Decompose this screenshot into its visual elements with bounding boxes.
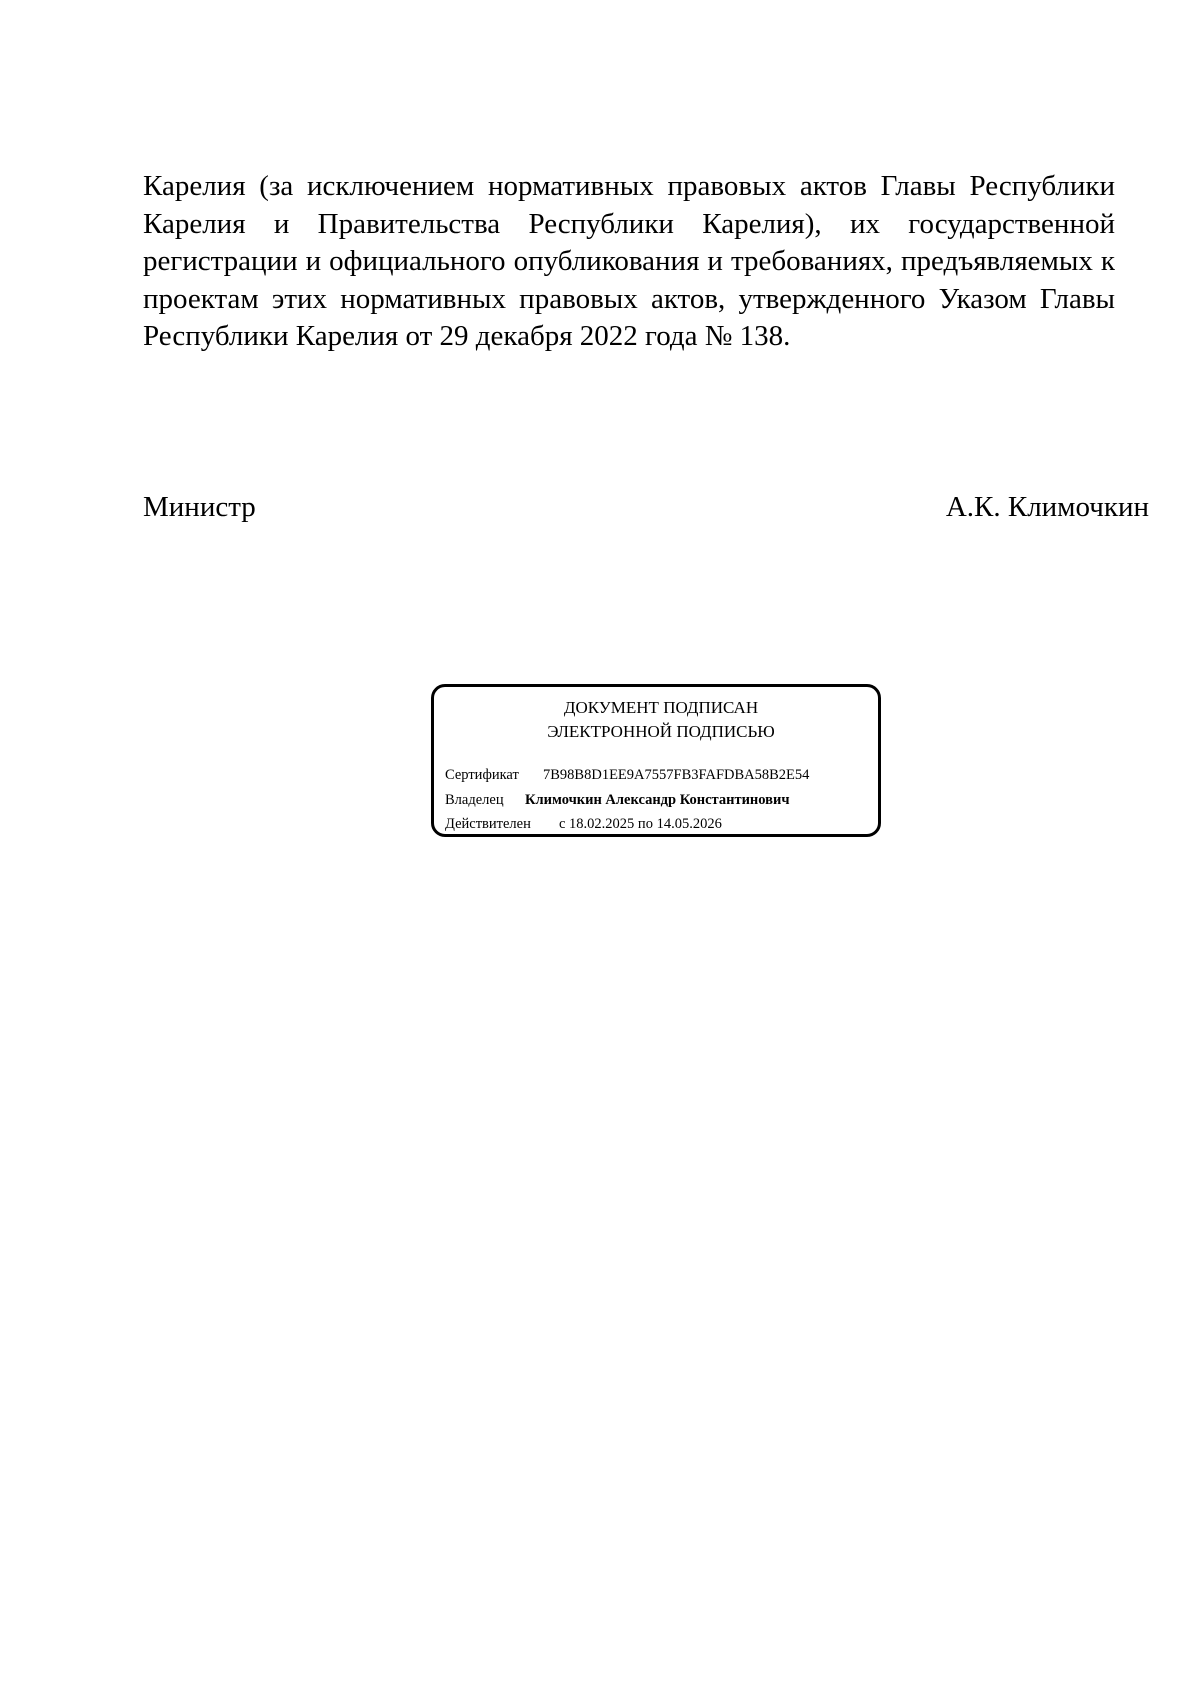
stamp-header [444,696,878,744]
signatory-position: Министр [143,491,256,523]
stamp-row-validity [445,812,809,837]
stamp-row-certificate [445,763,809,788]
validity-value: с 18.02.2025 по 14.05.2026 [559,816,722,832]
validity-label: Действителен [445,816,531,832]
stamp-header-line-1: ДОКУМЕНТ ПОДПИСАН [563,698,759,717]
stamp-details [445,763,809,837]
stamp-header-line-2: ЭЛЕКТРОННОЙ ПОДПИСЬЮ [547,722,775,741]
owner-label: Владелец [445,791,504,808]
certificate-value: 7B98B8D1EE9A7557FB3FAFDBA58B2E54 [543,767,810,783]
body-paragraph: Карелия (за исключением нормативных правовых актов Главы Республики Карелия и Правительства Республики Карелия), их государственной регистрации и официального опубликования и требованиях, предъявляемых к проектам этих нормативных правовых актов, утвержденного Указом Главы Республики Карелия от 29 декабря 2022 года № 138. [143,170,1115,352]
owner-value: Климочкин Александр Константинович [525,791,790,808]
certificate-label: Сертификат [445,767,519,783]
stamp-row-owner [445,788,809,813]
signatory-name: А.К. Климочкин [945,491,1149,523]
signature-block [143,489,1149,526]
electronic-signature-stamp [431,684,881,837]
